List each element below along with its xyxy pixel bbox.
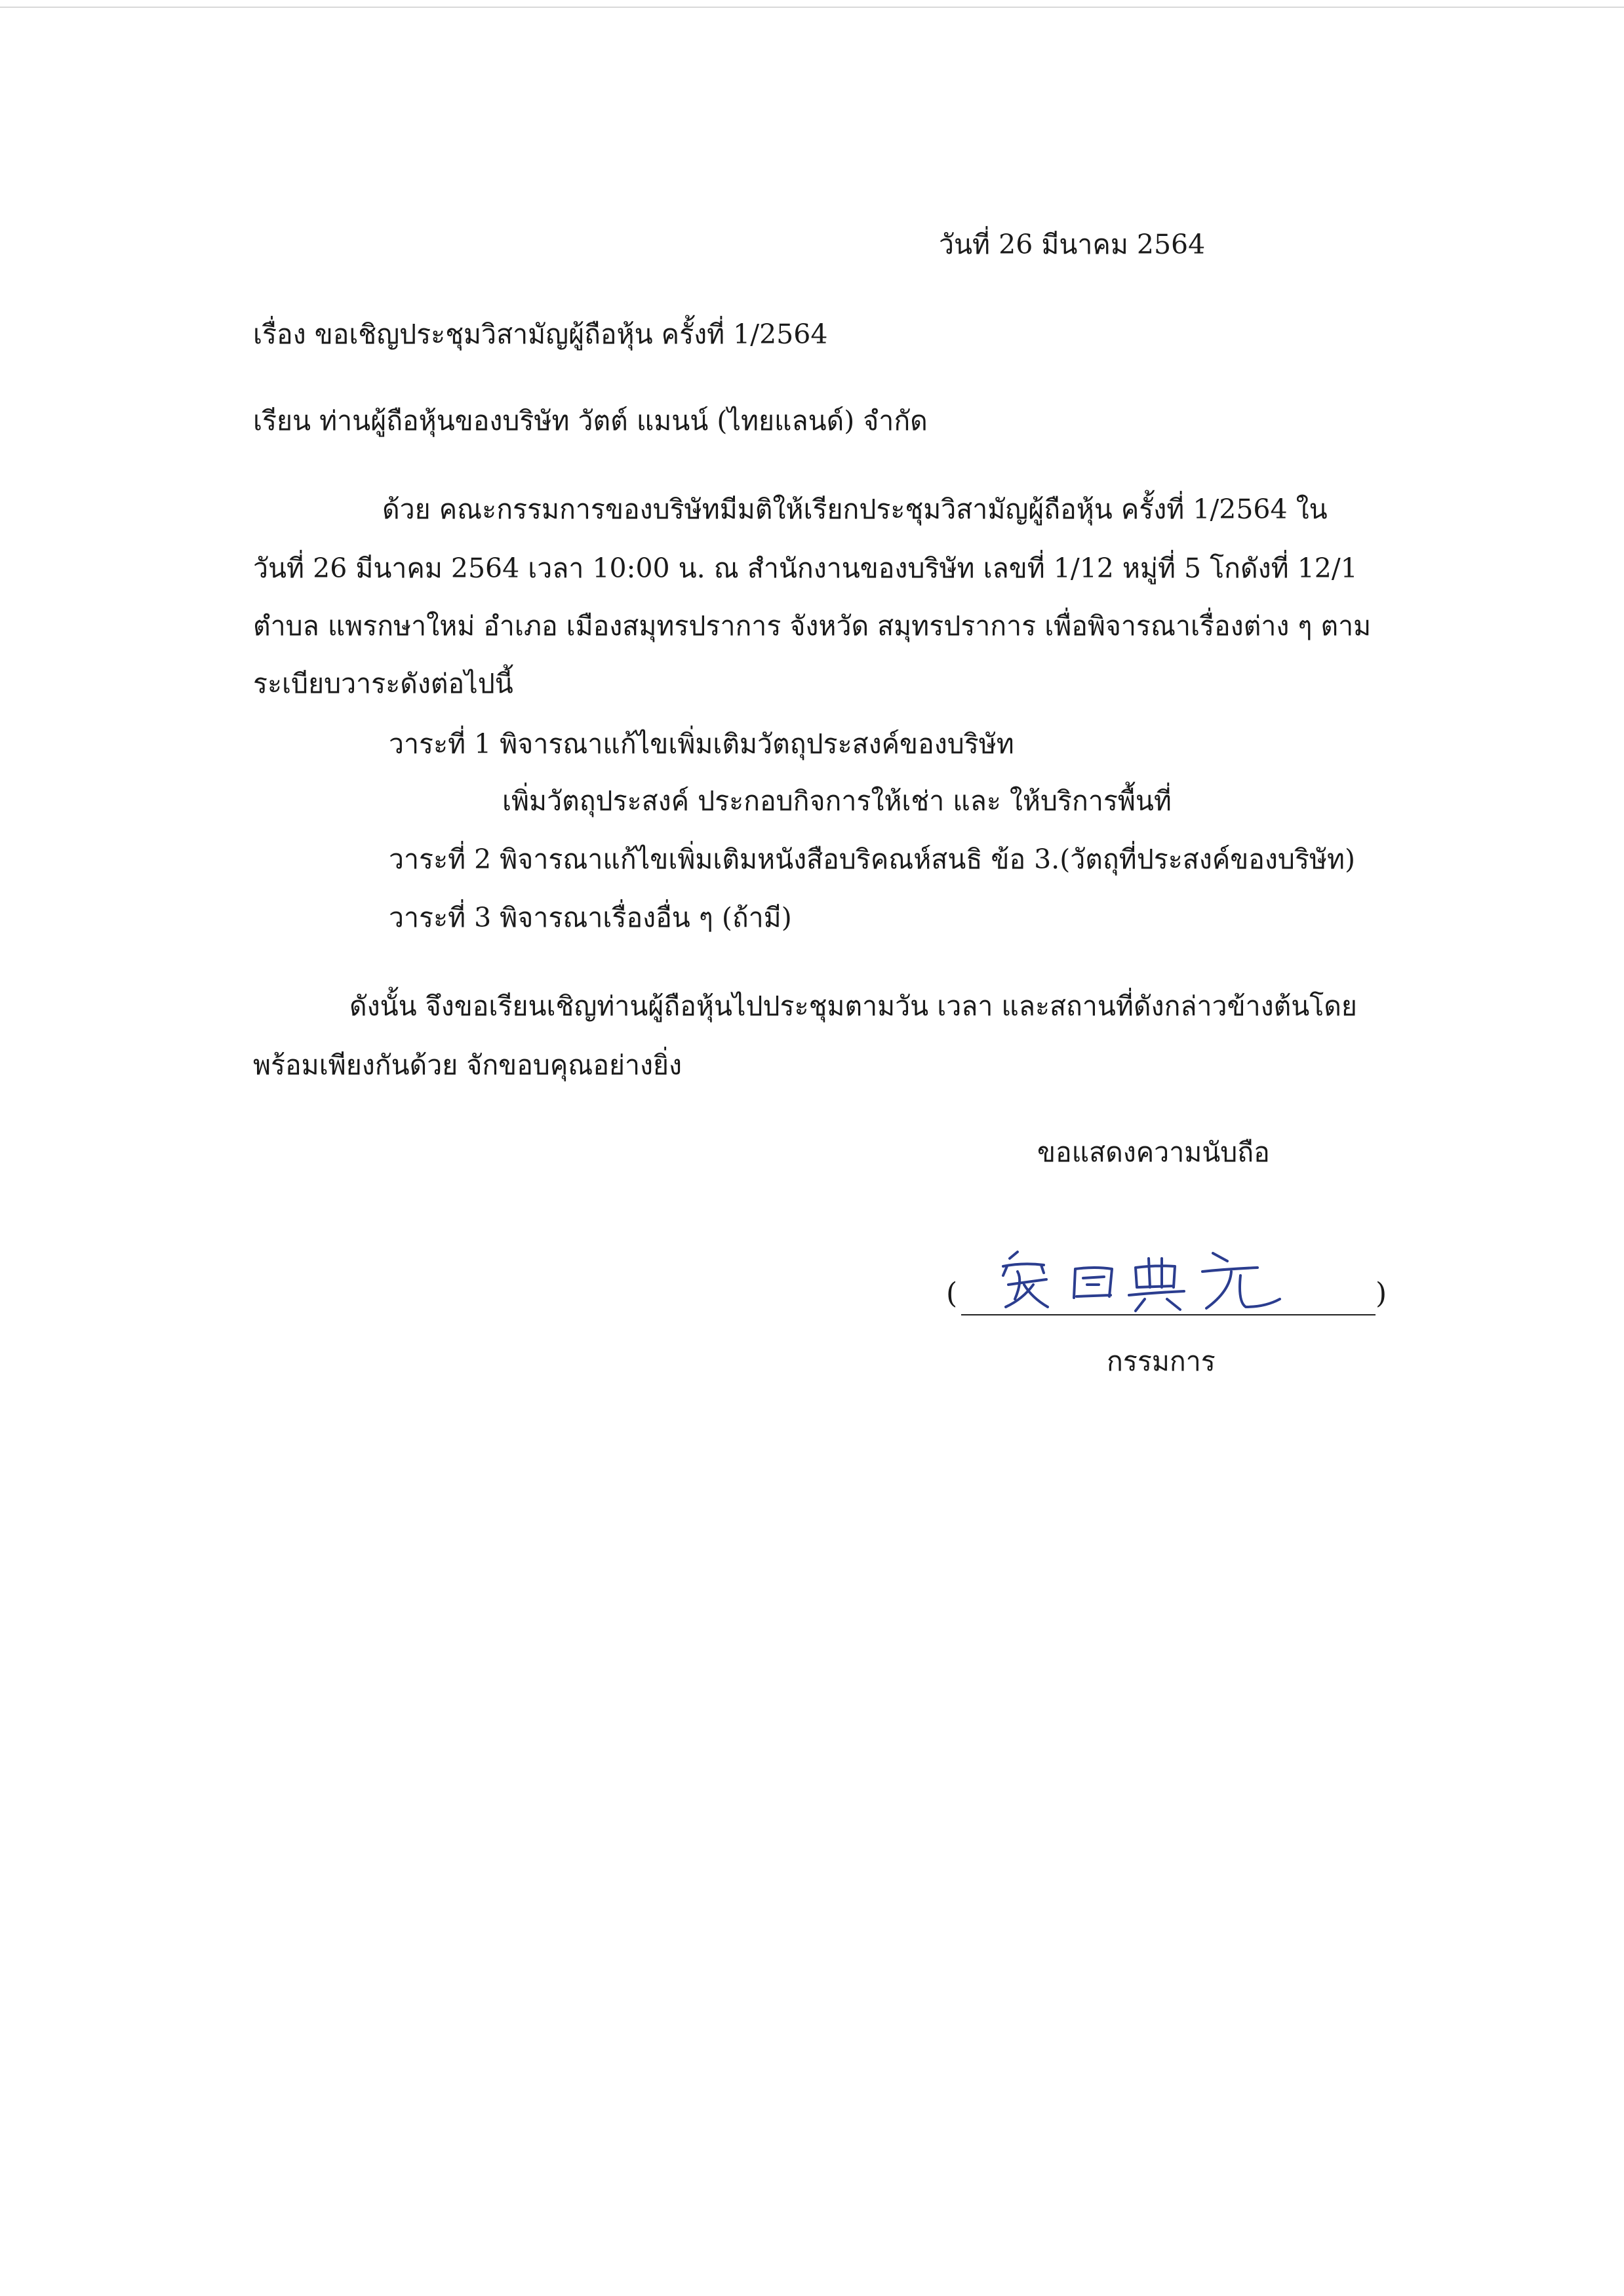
letter-date: วันที่ 26 มีนาคม 2564 bbox=[939, 229, 1206, 260]
body-paragraph-line: ระเบียบวาระดังต่อไปนี้ bbox=[253, 668, 513, 699]
agenda-item-1: วาระที่ 1 พิจารณาแก้ไขเพิ่มเติมวัตถุประสงค์ของบริษัท bbox=[389, 728, 1014, 760]
handwritten-signature bbox=[983, 1239, 1292, 1317]
signature-paren-open: ( bbox=[946, 1277, 958, 1310]
signer-title: กรรมการ bbox=[1107, 1346, 1216, 1377]
closing-paragraph-line: พร้อมเพียงกันด้วย จักขอบคุณอย่างยิ่ง bbox=[253, 1049, 683, 1081]
agenda-item-1-detail: เพิ่มวัตถุประสงค์ ประกอบกิจการให้เช่า และ ให้บริการพื้นที่ bbox=[502, 785, 1172, 817]
body-paragraph-line: ด้วย คณะกรรมการของบริษัทมีมติให้เรียกประชุมวิสามัญผู้ถือหุ้น ครั้งที่ 1/2564 ใน bbox=[382, 494, 1328, 525]
letter-recipient: เรียน ท่านผู้ถือหุ้นของบริษัท วัตต์ แมนน์ (ไทยแลนด์) จำกัด bbox=[253, 405, 928, 437]
agenda-item-2: วาระที่ 2 พิจารณาแก้ไขเพิ่มเติมหนังสือบริคณห์สนธิ ข้อ 3.(วัตถุที่ประสงค์ของบริษัท) bbox=[389, 844, 1356, 875]
agenda-item-3: วาระที่ 3 พิจารณาเรื่องอื่น ๆ (ถ้ามี) bbox=[389, 902, 792, 933]
signature-paren-close: ) bbox=[1376, 1277, 1387, 1310]
closing-paragraph-line: ดังนั้น จึงขอเรียนเชิญท่านผู้ถือหุ้นไปประชุมตามวัน เวลา และสถานที่ดังกล่าวข้างต้นโดย bbox=[349, 990, 1357, 1022]
scan-top-edge bbox=[0, 7, 1624, 8]
signature-line bbox=[961, 1314, 1376, 1315]
body-paragraph-line: ตำบล แพรกษาใหม่ อำเภอ เมืองสมุทรปราการ จังหวัด สมุทรปราการ เพื่อพิจารณาเรื่องต่าง ๆ ตาม bbox=[253, 610, 1372, 642]
regards-text: ขอแสดงความนับถือ bbox=[1037, 1137, 1270, 1168]
letter-subject: เรื่อง ขอเชิญประชุมวิสามัญผู้ถือหุ้น ครั้งที่ 1/2564 bbox=[253, 319, 828, 350]
body-paragraph-line: วันที่ 26 มีนาคม 2564 เวลา 10:00 น. ณ สำนักงานของบริษัท เลขที่ 1/12 หมู่ที่ 5 โกดังที่ 12/1 bbox=[253, 553, 1358, 584]
